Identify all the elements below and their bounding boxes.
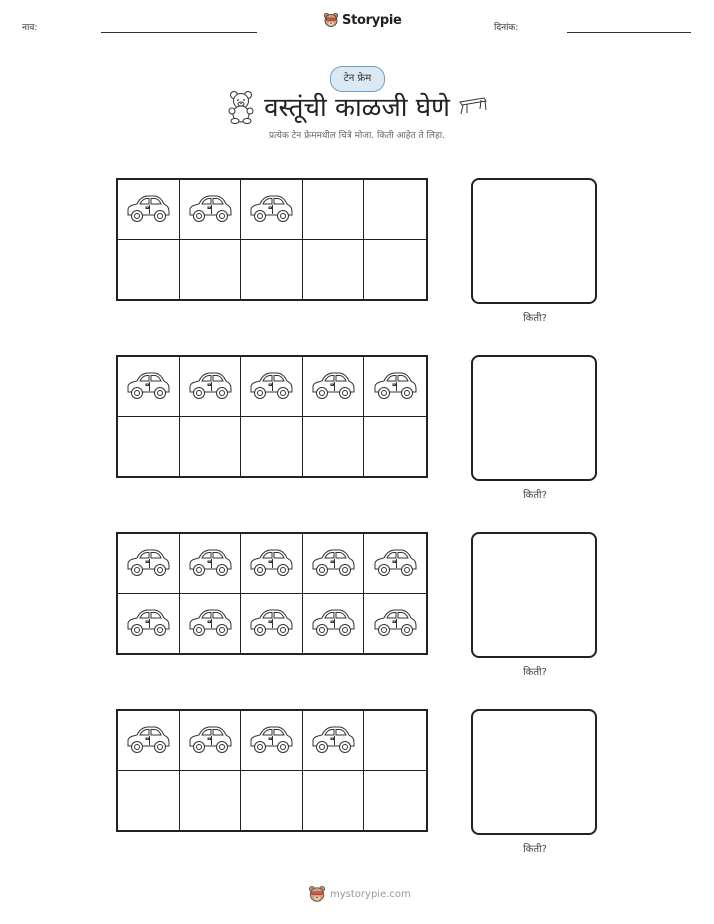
toy-car-icon (187, 547, 233, 579)
toy-car-icon (372, 607, 418, 639)
date-line[interactable] (567, 32, 691, 33)
worksheet-title: वस्तूंची काळजी घेणे (264, 93, 450, 123)
ten-frame (116, 532, 428, 655)
ten-frame (116, 709, 428, 832)
frame-cell (241, 534, 303, 594)
date-label: दिनांक: (494, 23, 519, 33)
frame-cell (303, 771, 365, 831)
brand-logo (323, 12, 402, 28)
toy-car-icon (125, 724, 171, 756)
frame-cell (118, 417, 180, 477)
frame-cell (118, 711, 180, 771)
frame-cell (364, 417, 426, 477)
answer-label: किती? (523, 490, 547, 501)
frame-cell (303, 417, 365, 477)
frame-cell (364, 594, 426, 654)
frame-cell (180, 357, 242, 417)
frame-cell (303, 711, 365, 771)
toy-car-icon (187, 370, 233, 402)
answer-label: किती? (523, 667, 547, 678)
frame-cell (303, 240, 365, 300)
frame-cell (118, 594, 180, 654)
toy-car-icon (372, 370, 418, 402)
answer-box[interactable] (471, 532, 597, 658)
frame-cell (303, 594, 365, 654)
frame-cell (364, 771, 426, 831)
frame-cell (303, 180, 365, 240)
footer (308, 885, 411, 903)
ten-frame (116, 355, 428, 478)
frame-cell (364, 240, 426, 300)
answer-box[interactable] (471, 355, 597, 481)
frame-cell (364, 180, 426, 240)
frame-cell (180, 240, 242, 300)
name-line[interactable] (101, 32, 257, 33)
frame-cell (180, 594, 242, 654)
frame-cell (364, 534, 426, 594)
frame-cell (118, 357, 180, 417)
frame-cell (364, 357, 426, 417)
toy-car-icon (125, 607, 171, 639)
frame-cell (241, 240, 303, 300)
toy-car-icon (187, 193, 233, 225)
toy-car-icon (187, 607, 233, 639)
toy-car-icon (372, 547, 418, 579)
frame-cell (118, 240, 180, 300)
footer-url[interactable]: mystorypie.com (330, 888, 411, 900)
brand-name: Storypie (342, 12, 402, 28)
toy-car-icon (125, 370, 171, 402)
frame-cell (303, 534, 365, 594)
frame-cell (118, 180, 180, 240)
frame-cell (241, 594, 303, 654)
toy-car-icon (310, 607, 356, 639)
toy-car-icon (248, 370, 294, 402)
frame-cell (241, 771, 303, 831)
frame-cell (118, 534, 180, 594)
frame-cell (118, 771, 180, 831)
ten-frame (116, 178, 428, 301)
topic-tag: टेन फ्रेम (330, 66, 385, 92)
frame-cell (241, 357, 303, 417)
frame-cell (241, 417, 303, 477)
toy-car-icon (310, 724, 356, 756)
bear-logo-icon (308, 885, 326, 903)
toy-car-icon (125, 547, 171, 579)
instruction-text: प्रत्येक टेन फ्रेममधील चित्रे मोजा. किती आहेत ते लिहा. (269, 131, 445, 141)
name-label: नाव: (22, 23, 38, 33)
frame-cell (180, 417, 242, 477)
toy-car-icon (310, 370, 356, 402)
toy-car-icon (248, 547, 294, 579)
answer-label: किती? (523, 844, 547, 855)
answer-box[interactable] (471, 178, 597, 304)
toy-car-icon (248, 193, 294, 225)
toy-car-icon (310, 547, 356, 579)
frame-cell (303, 357, 365, 417)
bench-icon (458, 96, 488, 116)
frame-cell (241, 180, 303, 240)
frame-cell (364, 711, 426, 771)
frame-cell (241, 711, 303, 771)
frame-cell (180, 771, 242, 831)
answer-box[interactable] (471, 709, 597, 835)
frame-cell (180, 180, 242, 240)
frame-cell (180, 711, 242, 771)
answer-label: किती? (523, 313, 547, 324)
toy-car-icon (125, 193, 171, 225)
toy-car-icon (248, 724, 294, 756)
toy-car-icon (187, 724, 233, 756)
toy-car-icon (248, 607, 294, 639)
bear-logo-icon (323, 12, 339, 28)
frame-cell (180, 534, 242, 594)
